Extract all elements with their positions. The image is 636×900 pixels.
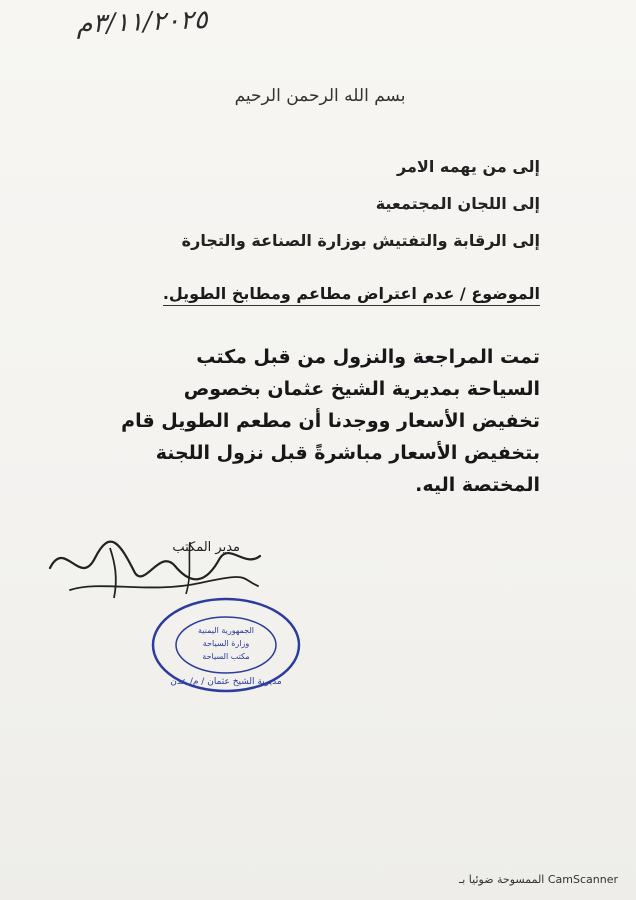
recipient-line: إلى الرقابة والتفتيش بوزارة الصناعة والتجارة <box>181 231 540 250</box>
stamp-ring-text: مديرية الشيخ عثمان / م/ عدن <box>170 677 282 687</box>
signature-name: محمد علي جبور <box>155 604 162 605</box>
subject-line <box>100 284 540 303</box>
basmala-heading: بسم الله الرحمن الرحيم <box>234 86 406 106</box>
recipient-line: إلى من يهمه الامر <box>397 157 540 176</box>
stamp-inner-bottom: مكتب السياحة <box>202 652 250 661</box>
letter-body: تمت المراجعة والنزول من قبل مكتب السياحة بمديرية الشيخ عثمان بخصوص تخفيض الأسعار ووجدنا أن مطعم الطويل قام بتخفيض الأسعار مباشرةً قبل نزول اللجنة المختصة اليه. <box>121 346 540 496</box>
recipient-line: إلى اللجان المجتمعية <box>375 194 540 213</box>
manager-title: مدير المكتب <box>172 540 240 555</box>
stamp-inner-middle: وزارة السياحة <box>202 639 250 648</box>
office-stamp <box>150 595 302 695</box>
stamp-inner-top: الجمهورية اليمنية <box>197 626 255 635</box>
subject-text: الموضوع / عدم اعتراض مطاعم ومطابخ الطويل. <box>163 284 540 306</box>
recipients-list <box>120 148 540 259</box>
handwritten-date: ٣/١١/٢٠٢٥م <box>75 5 209 40</box>
camscanner-watermark: الممسوحة ضوئيا بـ CamScanner <box>459 873 618 886</box>
